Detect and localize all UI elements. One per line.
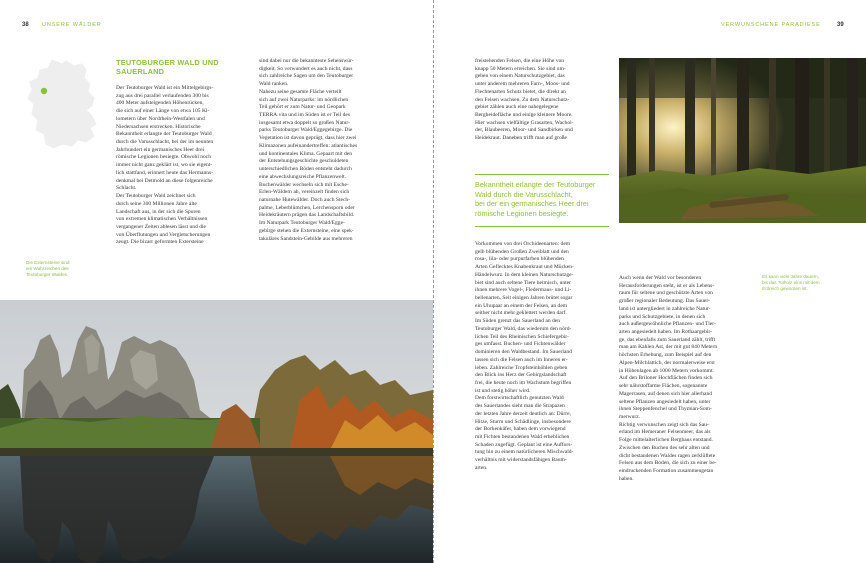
running-head-right: VERWUNSCHENE PARADIESE: [721, 22, 821, 28]
right-text-column-1-top: freistehenden Felsen, die eine Höhe von knapp 50 Metern erreichen. Sie sind um- geben von einem Naturschutzgebiet, das unter anderem mehreren Farn-, Moos- und Flechtenarten Schutz bietet, die direkt an den Felsen wachsen. Zu dem Naturschutz- gebiet zählen auch eine nahegelegene Bergheidefläche und einige kleinere Moore. Hier wachsen vielfältige Grasarten, Wachol- der, Blaubeeren, Moor- und Sandbirken und Heidekraut. Daneben trifft man auf große: [475, 58, 574, 142]
pullquote-rule-top: [475, 174, 609, 175]
pullquote-rule-bottom: [475, 226, 609, 227]
left-text-column-1: Der Teutoburger Wald ist ein Mittelgebirgs- zug aus drei parallel verlaufenden 300 bis 400 Meter aufsteigenden Höhenrücken, die sich auf einer Länge von etwa 105 Ki- lometern über Nordrhein-Westfalen und Niedersachsen erstrecken. Historische Bekanntheit erlangte der Teutoburger Wald durch die Varusschlacht, bei der im neunten Jahrhundert ein germanisches Heer drei römische Legionen besiegte. Obwohl noch immer nicht ganz geklärt ist, wo sie eigent- lich stattfand, erinnert heute das Hermanns- denkmal bei Detmold an diese folgenreiche Schlacht. Der Teutoburger Wald zeichnet sich durch seine 300 Millionen Jahre alte Landschaft aus, in der sich die Spuren von extremen klimatischen Verhältnissen vergangener Zeiten ablesen lässt und die von Überflutungen und Vergletscherungen zeugt. Die bizarr geformten Extersteine: [116, 85, 214, 246]
right-text-column-1-bottom: Vorkommen von drei Orchideenarten: dem gelb blühenden Großen Zweiblatt und den rosa-, lila- oder purpurfarben blühenden Arten Geflecktes Knabenkraut und Mücken- Händelwurz. In dem kleinen Naturschutzge- biet sind auch seltene Tiere heimisch, unter ihnen mehrere Vogel-, Fledermaus- und Li- bellenarten. Seit einigen Jahren brütet sogar ein Uhupaar an einem der Felsen, an dem seither nicht mehr geklettert werden darf. Im Süden grenzt das Sauerland an den Teutoburger Wald, das wiederum den nörd- lichen Teil des Rheinischen Schiefergebir- ges umfasst. Buchen- und Fichtenwälder dominieren den Waldbestand. Im Sauerland lassen sich die Felsen auch im Inneren er- leben. Zahlreiche Tropfsteinhöhlen geben den Blick ins Herz der Gebirgslandschaft frei, die heute noch im Wachstum begriffen ist und stetig höher wird. Dem forstwirtschaftlich genutzten Wald des Sauerlandes sieht man die Strapazen der letzten Jahre derzeit deutlich an: Dürre, Hitze, Sturm und Schädlinge, insbesondere der Borkenkäfer, haben dem vorwiegend mit Fichten bestandenen Wald erheblichen Schaden zugefügt. Geplant ist eine Auffors- tung hin zu einem natürlicheren Mischwald- verhältnis mit widerstandsfähigen Baum- arten.: [475, 241, 574, 471]
right-page: [434, 0, 866, 563]
pullquote: Bekanntheit erlangte der Teutoburger Wald durch die Varusschlacht, bei der ein germanisches Heer drei römische Legionen besiegte.: [475, 180, 596, 218]
forest-photo: [619, 58, 866, 223]
article-heading: TEUTOBURGER WALD UND SAUERLAND: [116, 58, 219, 76]
externsteine-photo: [0, 300, 433, 563]
location-dot-icon: [41, 88, 47, 94]
page-number-right: 39: [837, 22, 844, 28]
germany-map: [22, 58, 104, 154]
right-text-column-2: Auch wenn der Wald vor besonderen Herausforderungen steht, ist er als Lebens- raum für seltene und geschützte Arten von großer regionaler Bedeutung. Das Sauer- land ist untergliedert in zahlreiche Natur- parks und Schutzgebiete, in denen sich auch außergewöhnliche Pflanzen- und Tier- arten angesiedelt haben. Im Rothaargebir- ge, das ebenfalls zum Sauerland zählt, trifft man am Kahlen Ast, der mit gut 840 Metern höchsten Erhebung, zum Beispiel auf den Alpen-Milchlattich, der normalerweise erst in Höhenlagen ab 1000 Metern vorkommt. Auf den Briloner Hochflächen finden sich sehr nährstoffarme Flächen, sogenannte Magerrasen, auf denen sich hier allerhand seltene Pflanzen angesiedelt haben, unter ihnen Steppenfenchel und Thymian-Som- merwurz. Richtig verwunschen zeigt sich das Sau- erland im Hemeraner Felsenmeer, das als Folge mittelalterlichen Bergbaus entstand. Zwischen den Buchen des sehr alten und dicht bestandenen Waldes ragen zerklüftete Felsen aus dem Boden, die sich zu einer be- eindruckenden Formation zusammengetan haben.: [619, 275, 718, 482]
running-head-left: UNSERE WÄLDER: [42, 22, 102, 28]
germany-map-icon: [22, 58, 104, 154]
left-text-column-2: sind dabei nur die bekannteste Sehenswür- digkeit. So verwundert es auch nicht, dass sich zahlreiche Sagen um den Teutoburger Wald ranken. Nahezu seine gesamte Fläche verteilt sich auf zwei Naturparks: im nördlichen Teil gehört er zum Natur- und Geopark TERRA.vita und im Süden ist er Teil des insgesamt etwa doppelt so großen Natur- parks Teutoburger Wald/Eggegebirge. Die Vegetation ist davon geprägt, dass hier zwei Klimazonen aufeinandertreffen: atlantisches und kontinentales Klima. Gepaart mit den der Entstehungsgeschichte geschuldeten unterschiedlichen Böden entsteht dadurch eine abwechslungsreiche Pflanzenwelt. Buchenwälder wechseln sich mit Esche- Erlen-Wäldern ab, vereinzelt finden sich naturnahe Hutewälder. Doch auch Stech- palme, Leberblümchen, Lerchensporn oder Heidekräutern prägen das Landschaftsbild. Im Naturpark Teutoburger Wald/Egge- gebirge stehen die Externsteine, eine spek- takuläres Sandstein-Gebilde aus mehreren: [259, 58, 358, 242]
caption-totholz: Es kann viele Jahre dauern, bis das Totholz eins mit dem Erdreich geworden ist.: [762, 274, 820, 292]
caption-externsteine: Die Externsteine sind ein Wahrzeichen des Teutoburger Waldes.: [26, 260, 70, 278]
page-number-left: 38: [22, 22, 29, 28]
